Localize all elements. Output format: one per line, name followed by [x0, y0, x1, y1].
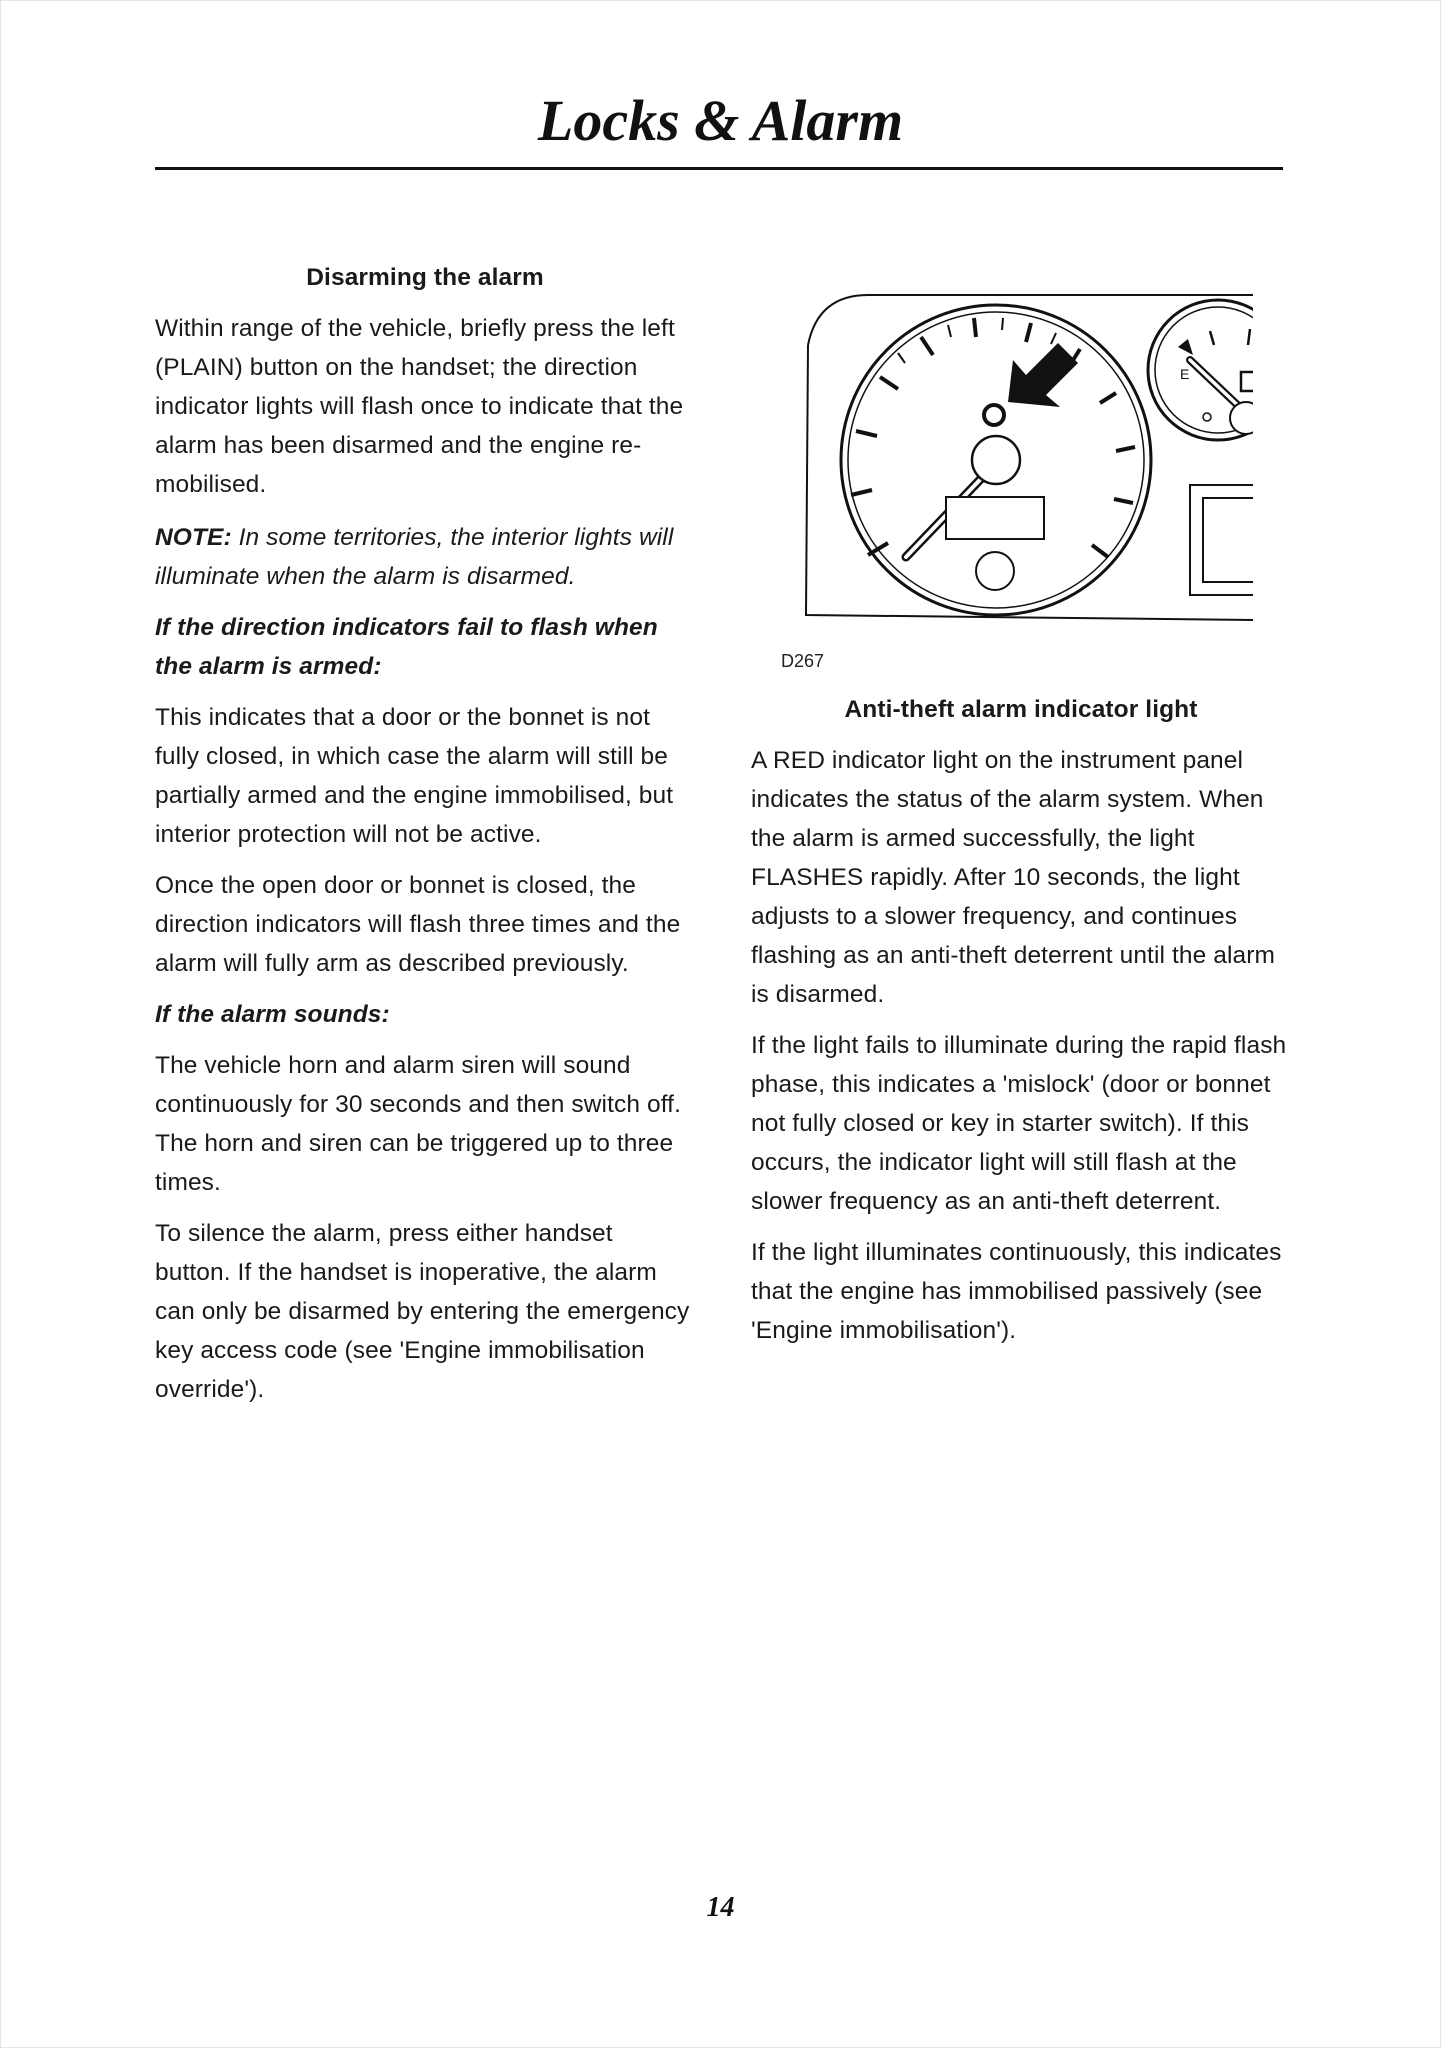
- title-rule: [155, 167, 1283, 170]
- indicator-paragraph-1: A RED indicator light on the instrument panel indicates the status of the alarm system. When the alarm is armed successfully, the light FLASHES rapidly. After 10 seconds, the light adjusts to a slower frequency, and continues flashing as an anti-theft deterrent until the alarm is disarmed.: [751, 747, 1275, 1008]
- disarming-paragraph: Within range of the vehicle, briefly press the left (PLAIN) button on the handset; the direction indicator lights will flash once to indicate that the alarm has been disarmed and the engine re-mobilised.: [155, 315, 684, 498]
- indicator-paragraph-3: If the light illuminates continuously, this indicates that the engine has immobilised passively (see 'Engine immobilisation').: [751, 1239, 1282, 1344]
- trip-reset-button: [976, 552, 1014, 590]
- side-display-outer: [1190, 485, 1258, 595]
- left-column: [155, 258, 695, 1421]
- fuel-pump-icon: [1241, 372, 1255, 391]
- fuel-small-dot: [1203, 413, 1211, 421]
- indicator-paragraph-2: If the light fails to illuminate during the rapid flash phase, this indicates a 'mislock' (door or bonnet not fully closed or key in starter switch). If this occurs, the indicator light will still flash at the slower frequency as an anti-theft deterrent.: [751, 1032, 1287, 1215]
- sounds-paragraph-1: The vehicle horn and alarm siren will sound continuously for 30 seconds and then switch off. The horn and siren can be triggered up to three times.: [155, 1052, 681, 1196]
- page-number: 14: [706, 1892, 735, 1923]
- note-paragraph: [155, 518, 695, 596]
- fuel-gauge-tick: [1248, 329, 1250, 345]
- fuel-gauge-tick: [1210, 331, 1214, 345]
- instrument-panel-illustration: [778, 285, 1258, 630]
- indicator-arrow-icon: [1008, 343, 1078, 407]
- needle-hub: [972, 436, 1020, 484]
- fail-paragraph-1: This indicates that a door or the bonnet is not fully closed, in which case the alarm will still be partially armed and the engine immobilised, but interior protection will not be active.: [155, 704, 674, 848]
- side-display-inner: [1203, 498, 1258, 582]
- note-label: NOTE:: [155, 524, 232, 551]
- indicator-heading: Anti-theft alarm indicator light: [844, 696, 1198, 723]
- fuel-empty-label: E: [1180, 366, 1190, 382]
- alarm-indicator-light: [984, 405, 1004, 425]
- sounds-heading: If the alarm sounds:: [155, 1001, 390, 1028]
- odometer-display: [946, 497, 1044, 539]
- panel-outline: [808, 295, 1253, 345]
- fail-heading: If the direction indicators fail to flash when the alarm is armed:: [155, 614, 658, 680]
- right-column: [751, 690, 1291, 1362]
- fail-paragraph-2: Once the open door or bonnet is closed, the direction indicators will flash three times and the alarm will fully arm as described previously.: [155, 872, 681, 977]
- fuel-empty-marker: [1178, 339, 1193, 355]
- figure-code: D267: [781, 651, 825, 671]
- note-text: In some territories, the interior lights will illuminate when the alarm is disarmed.: [155, 524, 674, 590]
- sounds-paragraph-2: To silence the alarm, press either handset button. If the handset is inoperative, the alarm can only be disarmed by entering the emergency key access code (see 'Engine immobilisation override').: [155, 1220, 690, 1403]
- disarming-heading: Disarming the alarm: [306, 264, 544, 291]
- page-title: Locks & Alarm: [537, 88, 904, 153]
